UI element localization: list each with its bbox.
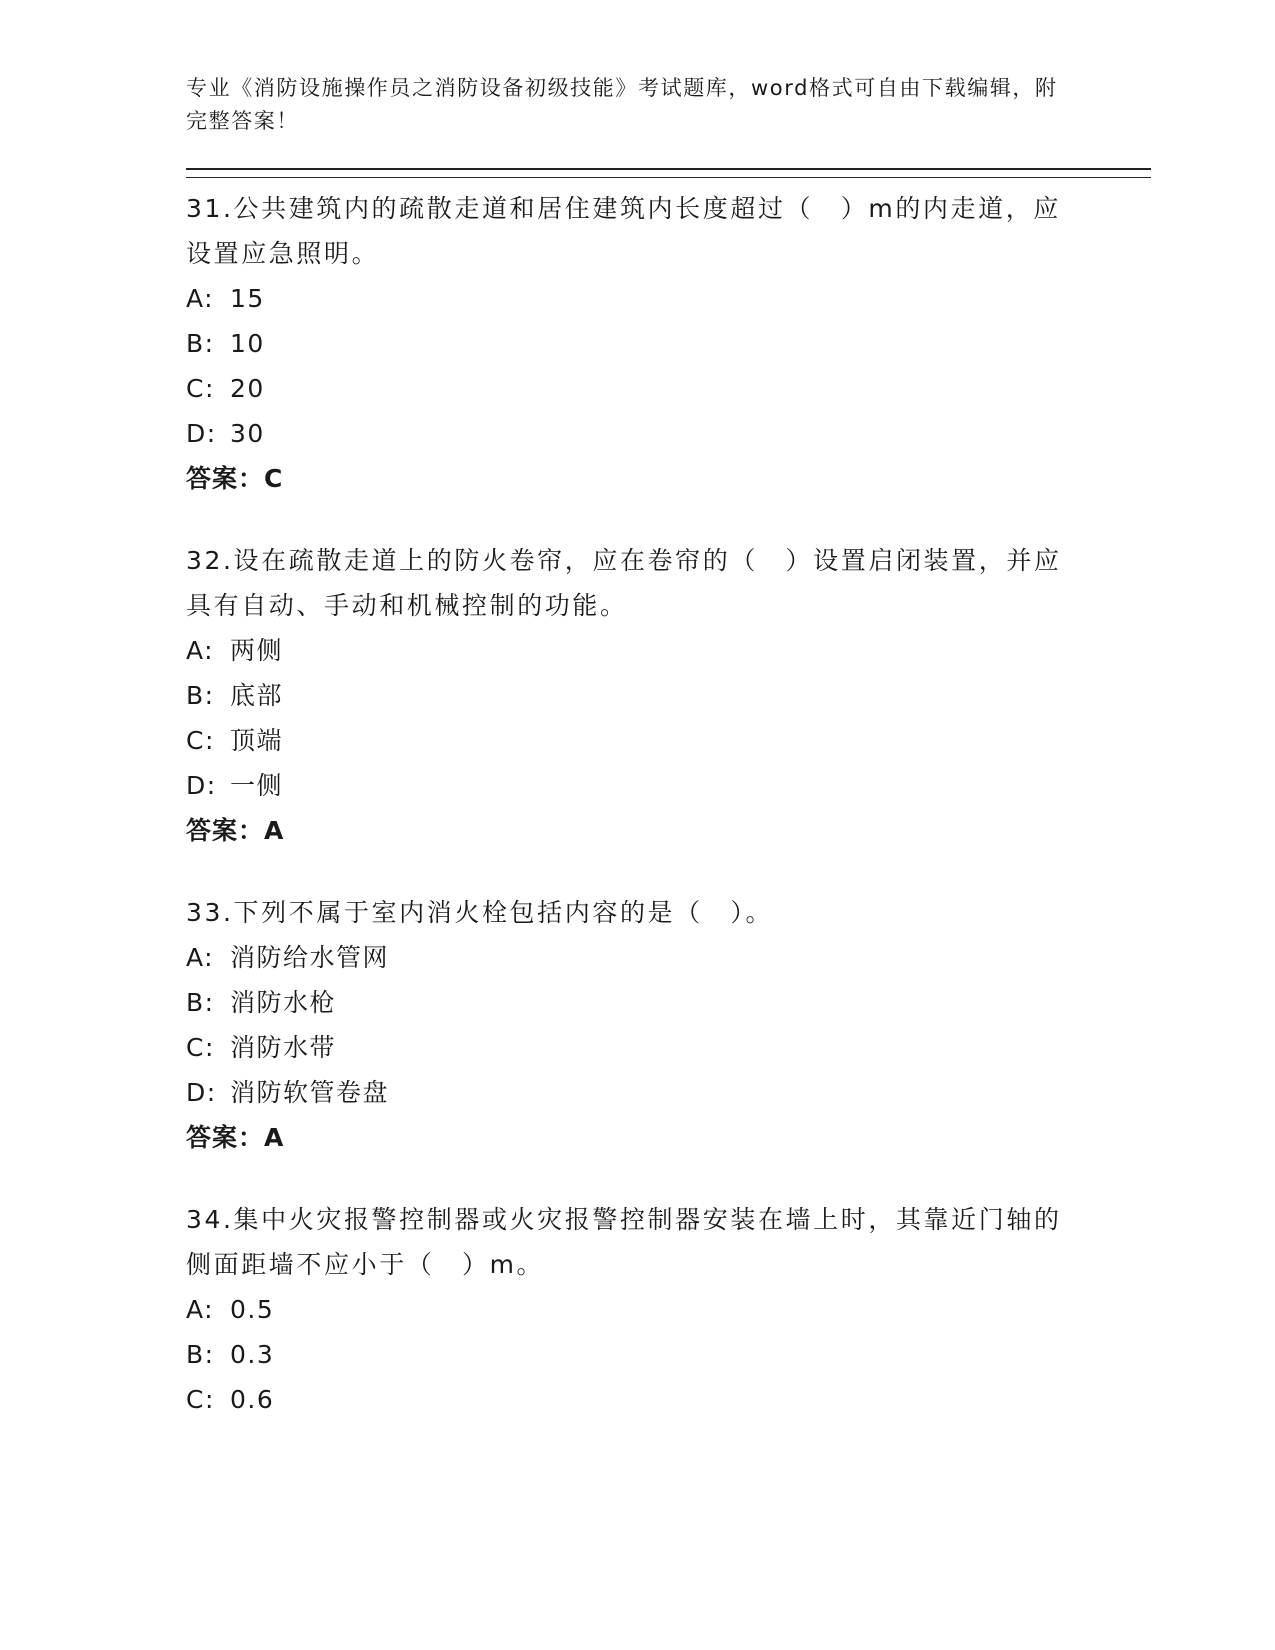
option-b: [186, 1332, 1151, 1377]
option-text: 30: [230, 419, 265, 448]
option-letter: B:: [186, 681, 215, 710]
answer-line: 答案：A: [186, 816, 285, 845]
option-text: 消防水带: [230, 1033, 337, 1062]
option-letter: C:: [186, 726, 215, 755]
option-text: 0.3: [230, 1340, 275, 1369]
question-stem: 31.公共建筑内的疏散走道和居住建筑内长度超过（ ）m的内走道，应设置应急照明。: [186, 194, 1061, 268]
option-c: [186, 366, 1151, 411]
answer-line: 答案：A: [186, 1123, 285, 1152]
option-letter: A:: [186, 636, 215, 665]
question-34: [186, 1197, 1151, 1422]
option-text: 两侧: [230, 636, 284, 665]
option-text: 0.6: [230, 1385, 275, 1414]
option-d: [186, 763, 1151, 808]
option-text: 15: [230, 284, 265, 313]
option-text: 0.5: [230, 1295, 275, 1324]
answer-line: 答案：C: [186, 464, 284, 493]
option-c: [186, 1025, 1151, 1070]
question-stem: 32.设在疏散走道上的防火卷帘，应在卷帘的（ ）设置启闭装置，并应具有自动、手动和机械控制的功能。: [186, 546, 1062, 620]
option-letter: C:: [186, 374, 215, 403]
option-a: [186, 276, 1151, 321]
option-text: 消防水枪: [230, 988, 337, 1017]
option-letter: D:: [186, 771, 217, 800]
option-a: [186, 1287, 1151, 1332]
question-32: [186, 538, 1151, 853]
document-header: 专业《消防设施操作员之消防设备初级技能》考试题库，word格式可自由下载编辑，附完整答案！: [186, 76, 1058, 133]
question-31: [186, 186, 1151, 501]
option-b: [186, 321, 1151, 366]
option-letter: A:: [186, 284, 215, 313]
document-page: [186, 72, 1151, 1422]
option-letter: B:: [186, 1340, 215, 1369]
option-letter: B:: [186, 988, 215, 1017]
option-c: [186, 718, 1151, 763]
option-letter: D:: [186, 419, 217, 448]
option-letter: D:: [186, 1078, 217, 1107]
option-text: 10: [230, 329, 265, 358]
option-a: [186, 628, 1151, 673]
option-b: [186, 980, 1151, 1025]
option-letter: C:: [186, 1385, 215, 1414]
option-c: [186, 1377, 1151, 1422]
option-letter: B:: [186, 329, 215, 358]
option-letter: A:: [186, 943, 215, 972]
option-text: 底部: [230, 681, 284, 710]
option-d: [186, 1070, 1151, 1115]
option-letter: C:: [186, 1033, 215, 1062]
header-divider: [186, 168, 1151, 178]
question-stem: 34.集中火灾报警控制器或火灾报警控制器安装在墙上时，其靠近门轴的侧面距墙不应小于（ ）m。: [186, 1205, 1062, 1279]
option-a: [186, 935, 1151, 980]
option-d: [186, 411, 1151, 456]
option-text: 20: [230, 374, 265, 403]
option-b: [186, 673, 1151, 718]
option-text: 一侧: [230, 771, 284, 800]
option-text: 顶端: [230, 726, 284, 755]
option-letter: A:: [186, 1295, 215, 1324]
question-stem: 33.下列不属于室内消火栓包括内容的是（ ）。: [186, 898, 774, 927]
question-33: [186, 890, 1151, 1160]
option-text: 消防软管卷盘: [230, 1078, 390, 1107]
option-text: 消防给水管网: [230, 943, 390, 972]
